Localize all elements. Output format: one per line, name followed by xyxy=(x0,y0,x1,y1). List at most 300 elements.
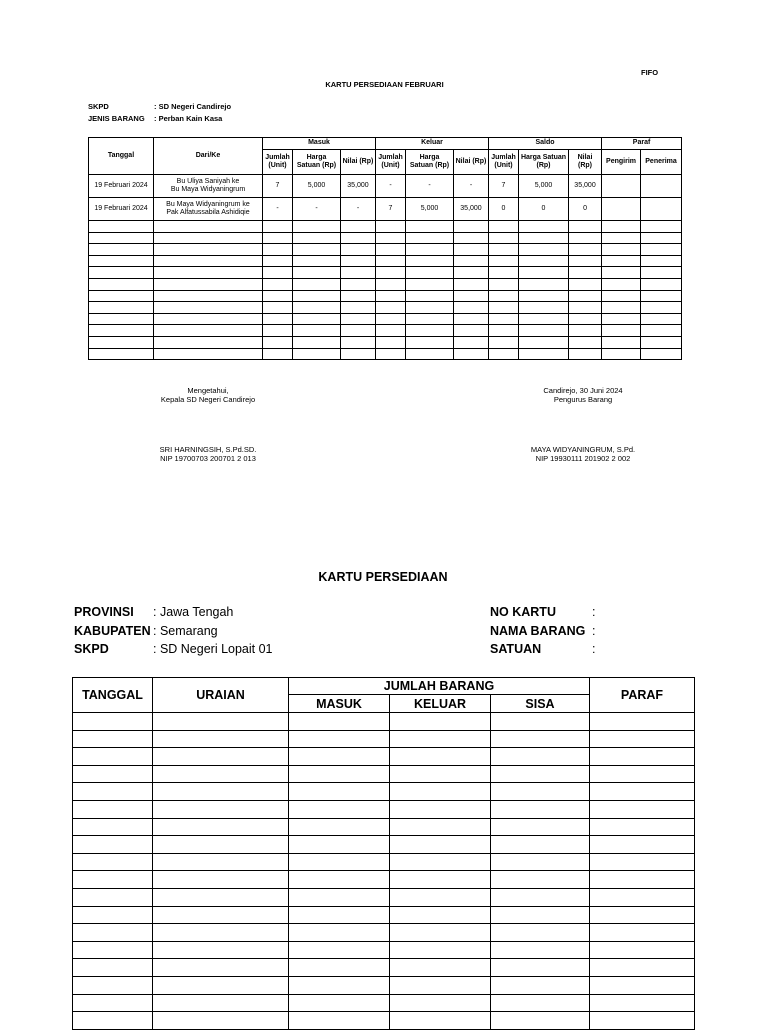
empty-cell xyxy=(153,748,289,766)
empty-cell xyxy=(454,348,489,360)
empty-cell xyxy=(519,278,569,290)
signature-left-name xyxy=(120,445,296,464)
table-row-empty xyxy=(89,336,682,348)
empty-cell xyxy=(489,244,519,256)
nama-barang-value: : xyxy=(592,624,596,638)
empty-cell xyxy=(289,765,390,783)
empty-cell xyxy=(376,278,406,290)
empty-cell xyxy=(569,221,602,233)
empty-cell xyxy=(454,313,489,325)
empty-cell xyxy=(519,232,569,244)
empty-cell xyxy=(376,232,406,244)
empty-cell xyxy=(489,302,519,314)
empty-cell xyxy=(390,959,491,977)
empty-cell xyxy=(263,255,293,267)
empty-cell xyxy=(289,976,390,994)
empty-cell xyxy=(153,888,289,906)
header-saldo-harga: Harga Satuan (Rp) xyxy=(519,150,569,175)
empty-cell xyxy=(569,244,602,256)
cell-masuk-jumlah: 7 xyxy=(263,175,293,198)
empty-cell xyxy=(293,267,341,279)
empty-cell xyxy=(569,255,602,267)
empty-cell xyxy=(289,800,390,818)
empty-cell xyxy=(89,221,154,233)
empty-cell xyxy=(519,221,569,233)
empty-cell xyxy=(263,221,293,233)
empty-cell xyxy=(89,232,154,244)
empty-cell xyxy=(153,765,289,783)
empty-cell xyxy=(154,278,263,290)
empty-cell xyxy=(491,941,590,959)
empty-cell xyxy=(602,278,641,290)
empty-cell xyxy=(154,313,263,325)
empty-cell xyxy=(73,800,153,818)
empty-cell xyxy=(263,278,293,290)
nama-barang-label: NAMA BARANG xyxy=(490,624,586,638)
empty-cell xyxy=(491,730,590,748)
empty-cell xyxy=(263,267,293,279)
header-keluar-jumlah: Jumlah (Unit) xyxy=(376,150,406,175)
header-uraian: URAIAN xyxy=(153,678,289,713)
empty-cell xyxy=(602,302,641,314)
empty-cell xyxy=(376,221,406,233)
table-row-empty xyxy=(89,325,682,337)
empty-cell xyxy=(491,906,590,924)
dari-ke-line2: Pak Alfatussabila Ashidiqie xyxy=(166,209,250,216)
empty-cell xyxy=(376,336,406,348)
cell-saldo-nilai: 0 xyxy=(569,198,602,221)
empty-cell xyxy=(89,325,154,337)
empty-cell xyxy=(341,348,376,360)
empty-cell xyxy=(390,800,491,818)
empty-cell xyxy=(390,976,491,994)
header-keluar-harga: Harga Satuan (Rp) xyxy=(406,150,454,175)
empty-cell xyxy=(289,748,390,766)
header-keluar2: KELUAR xyxy=(390,695,491,713)
empty-cell xyxy=(406,325,454,337)
header-saldo-jumlah: Jumlah (Unit) xyxy=(489,150,519,175)
kartu-persediaan-table xyxy=(72,677,695,1030)
cell-pengirim xyxy=(602,198,641,221)
empty-cell xyxy=(519,290,569,302)
empty-cell xyxy=(569,290,602,302)
empty-cell xyxy=(641,278,682,290)
empty-cell xyxy=(341,336,376,348)
empty-cell xyxy=(491,853,590,871)
empty-cell xyxy=(154,232,263,244)
empty-cell xyxy=(293,221,341,233)
empty-cell xyxy=(153,994,289,1012)
empty-cell xyxy=(519,336,569,348)
empty-cell xyxy=(89,302,154,314)
empty-cell xyxy=(602,221,641,233)
jenis-barang-value: : Perban Kain Kasa xyxy=(154,114,223,123)
empty-cell xyxy=(293,348,341,360)
empty-cell xyxy=(491,1012,590,1030)
empty-cell xyxy=(154,348,263,360)
table-row-empty xyxy=(73,1012,695,1030)
empty-cell xyxy=(454,221,489,233)
header-keluar-nilai: Nilai (Rp) xyxy=(454,150,489,175)
empty-cell xyxy=(491,765,590,783)
empty-cell xyxy=(590,888,695,906)
empty-cell xyxy=(491,713,590,731)
empty-cell xyxy=(489,313,519,325)
empty-cell xyxy=(590,783,695,801)
empty-cell xyxy=(590,871,695,889)
empty-cell xyxy=(602,313,641,325)
sig-right-line1: Candirejo, 30 Juni 2024 xyxy=(543,386,623,395)
table-row xyxy=(89,175,682,198)
empty-cell xyxy=(491,871,590,889)
cell-saldo-jumlah: 0 xyxy=(489,198,519,221)
empty-cell xyxy=(491,783,590,801)
empty-cell xyxy=(153,713,289,731)
empty-cell xyxy=(406,221,454,233)
empty-cell xyxy=(376,302,406,314)
empty-cell xyxy=(519,255,569,267)
empty-cell xyxy=(263,325,293,337)
empty-cell xyxy=(73,765,153,783)
empty-cell xyxy=(73,959,153,977)
empty-cell xyxy=(73,818,153,836)
sig-left-nip: NIP 19700703 200701 2 013 xyxy=(160,454,256,464)
empty-cell xyxy=(641,255,682,267)
empty-cell xyxy=(289,818,390,836)
empty-cell xyxy=(489,255,519,267)
skpd-value: : SD Negeri Candirejo xyxy=(154,102,232,111)
table-row-empty xyxy=(73,713,695,731)
empty-cell xyxy=(289,836,390,854)
table-row-empty xyxy=(73,941,695,959)
header-dari-ke: Dari/Ke xyxy=(154,138,263,175)
empty-cell xyxy=(641,267,682,279)
empty-cell xyxy=(519,325,569,337)
empty-cell xyxy=(293,325,341,337)
empty-cell xyxy=(489,348,519,360)
table-row xyxy=(89,198,682,221)
empty-cell xyxy=(263,348,293,360)
empty-cell xyxy=(491,959,590,977)
satuan-value: : xyxy=(592,642,596,656)
table-row-empty xyxy=(73,888,695,906)
empty-cell xyxy=(376,290,406,302)
empty-cell xyxy=(73,976,153,994)
empty-cell xyxy=(289,941,390,959)
empty-cell xyxy=(153,853,289,871)
empty-cell xyxy=(602,244,641,256)
table-row-empty xyxy=(89,302,682,314)
empty-cell xyxy=(293,244,341,256)
table-row-empty xyxy=(73,924,695,942)
empty-cell xyxy=(569,278,602,290)
empty-cell xyxy=(263,313,293,325)
empty-cell xyxy=(454,232,489,244)
empty-cell xyxy=(341,313,376,325)
cell-penerima xyxy=(641,198,682,221)
empty-cell xyxy=(390,924,491,942)
empty-cell xyxy=(289,1012,390,1030)
empty-cell xyxy=(569,325,602,337)
empty-cell xyxy=(73,783,153,801)
empty-cell xyxy=(154,267,263,279)
empty-cell xyxy=(153,976,289,994)
empty-cell xyxy=(153,941,289,959)
header-paraf: Paraf xyxy=(602,138,682,150)
empty-cell xyxy=(641,302,682,314)
empty-cell xyxy=(376,267,406,279)
sig-left-line2: Kepala SD Negeri Candirejo xyxy=(160,395,256,405)
empty-cell xyxy=(390,748,491,766)
sig-right-line2: Pengurus Barang xyxy=(553,395,613,405)
no-kartu-value: : xyxy=(592,605,596,619)
empty-cell xyxy=(491,924,590,942)
empty-cell xyxy=(289,713,390,731)
empty-cell xyxy=(489,221,519,233)
table-row-empty xyxy=(89,278,682,290)
empty-cell xyxy=(406,244,454,256)
empty-cell xyxy=(293,302,341,314)
empty-cell xyxy=(602,325,641,337)
empty-cell xyxy=(293,255,341,267)
empty-cell xyxy=(341,267,376,279)
empty-cell xyxy=(154,302,263,314)
sig-right-name: MAYA WIDYANINGRUM, S.Pd. xyxy=(530,445,636,454)
empty-cell xyxy=(390,871,491,889)
sig-left-line1: Mengetahui, xyxy=(187,386,229,395)
empty-cell xyxy=(602,255,641,267)
empty-cell xyxy=(153,836,289,854)
jenis-barang-label: JENIS BARANG xyxy=(88,114,145,123)
cell-masuk-nilai: 35,000 xyxy=(341,175,376,198)
dari-ke-line1: Bu Uliya Saniyah ke xyxy=(176,177,240,185)
empty-cell xyxy=(641,232,682,244)
empty-cell xyxy=(406,278,454,290)
cell-keluar-harga: - xyxy=(406,175,454,198)
empty-cell xyxy=(89,290,154,302)
empty-cell xyxy=(491,748,590,766)
empty-cell xyxy=(590,765,695,783)
empty-cell xyxy=(590,941,695,959)
table-row-empty xyxy=(73,906,695,924)
table-row-empty xyxy=(73,871,695,889)
cell-masuk-harga: - xyxy=(293,198,341,221)
empty-cell xyxy=(153,1012,289,1030)
empty-cell xyxy=(390,713,491,731)
cell-saldo-nilai: 35,000 xyxy=(569,175,602,198)
empty-cell xyxy=(406,290,454,302)
empty-cell xyxy=(390,818,491,836)
empty-cell xyxy=(454,336,489,348)
empty-cell xyxy=(390,994,491,1012)
empty-cell xyxy=(641,313,682,325)
header-jumlah-barang: JUMLAH BARANG xyxy=(289,678,590,695)
empty-cell xyxy=(489,290,519,302)
cell-saldo-harga: 5,000 xyxy=(519,175,569,198)
empty-cell xyxy=(89,244,154,256)
empty-cell xyxy=(341,278,376,290)
sig-left-name: SRI HARNINGSIH, S.Pd.SD. xyxy=(159,445,257,454)
empty-cell xyxy=(73,888,153,906)
empty-cell xyxy=(293,313,341,325)
header-paraf2: PARAF xyxy=(590,678,695,713)
empty-cell xyxy=(153,924,289,942)
cell-masuk-nilai: - xyxy=(341,198,376,221)
table-row-empty xyxy=(89,232,682,244)
header-penerima: Penerima xyxy=(641,150,682,175)
empty-cell xyxy=(602,336,641,348)
empty-cell xyxy=(153,800,289,818)
empty-cell xyxy=(390,906,491,924)
empty-cell xyxy=(641,325,682,337)
skpd-label: SKPD xyxy=(88,102,109,111)
empty-cell xyxy=(454,290,489,302)
empty-cell xyxy=(153,959,289,977)
empty-cell xyxy=(289,994,390,1012)
empty-cell xyxy=(293,290,341,302)
empty-cell xyxy=(406,313,454,325)
empty-cell xyxy=(590,748,695,766)
empty-cell xyxy=(390,836,491,854)
empty-cell xyxy=(569,313,602,325)
empty-cell xyxy=(153,818,289,836)
empty-cell xyxy=(491,888,590,906)
empty-cell xyxy=(519,348,569,360)
empty-cell xyxy=(89,348,154,360)
header-masuk-jumlah: Jumlah (Unit) xyxy=(263,150,293,175)
empty-cell xyxy=(341,232,376,244)
empty-cell xyxy=(289,783,390,801)
empty-cell xyxy=(73,906,153,924)
table-row-empty xyxy=(73,853,695,871)
empty-cell xyxy=(73,730,153,748)
cell-tanggal: 19 Februari 2024 xyxy=(89,198,154,221)
dari-ke-line1: Bu Maya Widyaningrum ke xyxy=(166,200,250,208)
header-tanggal: Tanggal xyxy=(89,138,154,175)
header-sisa: SISA xyxy=(491,695,590,713)
empty-cell xyxy=(489,336,519,348)
empty-cell xyxy=(73,713,153,731)
empty-cell xyxy=(641,221,682,233)
cell-saldo-harga: 0 xyxy=(519,198,569,221)
empty-cell xyxy=(406,267,454,279)
empty-cell xyxy=(341,255,376,267)
empty-cell xyxy=(590,1012,695,1030)
empty-cell xyxy=(89,255,154,267)
empty-cell xyxy=(73,994,153,1012)
empty-cell xyxy=(341,244,376,256)
table-row-empty xyxy=(73,765,695,783)
empty-cell xyxy=(590,800,695,818)
empty-cell xyxy=(519,313,569,325)
empty-cell xyxy=(73,748,153,766)
empty-cell xyxy=(73,871,153,889)
empty-cell xyxy=(641,244,682,256)
table-row-empty xyxy=(89,244,682,256)
skpd2-value: : SD Negeri Lopait 01 xyxy=(153,642,273,656)
empty-cell xyxy=(569,232,602,244)
cell-masuk-harga: 5,000 xyxy=(293,175,341,198)
empty-cell xyxy=(153,871,289,889)
header-keluar: Keluar xyxy=(376,138,489,150)
table-row-empty xyxy=(73,748,695,766)
empty-cell xyxy=(590,976,695,994)
header-masuk: Masuk xyxy=(263,138,376,150)
empty-cell xyxy=(519,302,569,314)
empty-cell xyxy=(154,255,263,267)
cell-pengirim xyxy=(602,175,641,198)
empty-cell xyxy=(263,302,293,314)
empty-cell xyxy=(341,221,376,233)
empty-cell xyxy=(406,302,454,314)
empty-cell xyxy=(289,924,390,942)
table-row-empty xyxy=(73,994,695,1012)
provinsi-value: : Jawa Tengah xyxy=(153,605,234,619)
table-row-empty xyxy=(89,221,682,233)
table-row-empty xyxy=(73,730,695,748)
empty-cell xyxy=(390,1012,491,1030)
empty-cell xyxy=(73,1012,153,1030)
empty-cell xyxy=(89,278,154,290)
empty-cell xyxy=(569,348,602,360)
empty-cell xyxy=(289,959,390,977)
empty-cell xyxy=(153,730,289,748)
empty-cell xyxy=(73,853,153,871)
empty-cell xyxy=(263,290,293,302)
empty-cell xyxy=(590,853,695,871)
satuan-label: SATUAN xyxy=(490,642,542,656)
empty-cell xyxy=(376,325,406,337)
empty-cell xyxy=(489,278,519,290)
table-row-empty xyxy=(89,290,682,302)
empty-cell xyxy=(491,818,590,836)
dari-ke-line2: Bu Maya Widyaningrum xyxy=(170,186,246,193)
empty-cell xyxy=(341,325,376,337)
empty-cell xyxy=(376,313,406,325)
cell-keluar-jumlah: - xyxy=(376,175,406,198)
empty-cell xyxy=(454,267,489,279)
empty-cell xyxy=(390,853,491,871)
empty-cell xyxy=(590,959,695,977)
empty-cell xyxy=(153,906,289,924)
cell-tanggal: 19 Februari 2024 xyxy=(89,175,154,198)
empty-cell xyxy=(289,730,390,748)
cell-penerima xyxy=(641,175,682,198)
empty-cell xyxy=(519,244,569,256)
empty-cell xyxy=(590,924,695,942)
empty-cell xyxy=(73,941,153,959)
empty-cell xyxy=(519,267,569,279)
empty-cell xyxy=(491,976,590,994)
empty-cell xyxy=(376,255,406,267)
empty-cell xyxy=(376,244,406,256)
empty-cell xyxy=(89,336,154,348)
empty-cell xyxy=(390,888,491,906)
provinsi-label: PROVINSI xyxy=(74,605,134,619)
empty-cell xyxy=(489,325,519,337)
empty-cell xyxy=(154,336,263,348)
empty-cell xyxy=(491,800,590,818)
empty-cell xyxy=(376,348,406,360)
empty-cell xyxy=(491,836,590,854)
card2-title: KARTU PERSEDIAAN xyxy=(318,570,448,584)
empty-cell xyxy=(590,906,695,924)
empty-cell xyxy=(569,302,602,314)
signature-left xyxy=(120,386,296,405)
empty-cell xyxy=(602,348,641,360)
cell-dari-ke xyxy=(154,175,263,198)
empty-cell xyxy=(390,730,491,748)
